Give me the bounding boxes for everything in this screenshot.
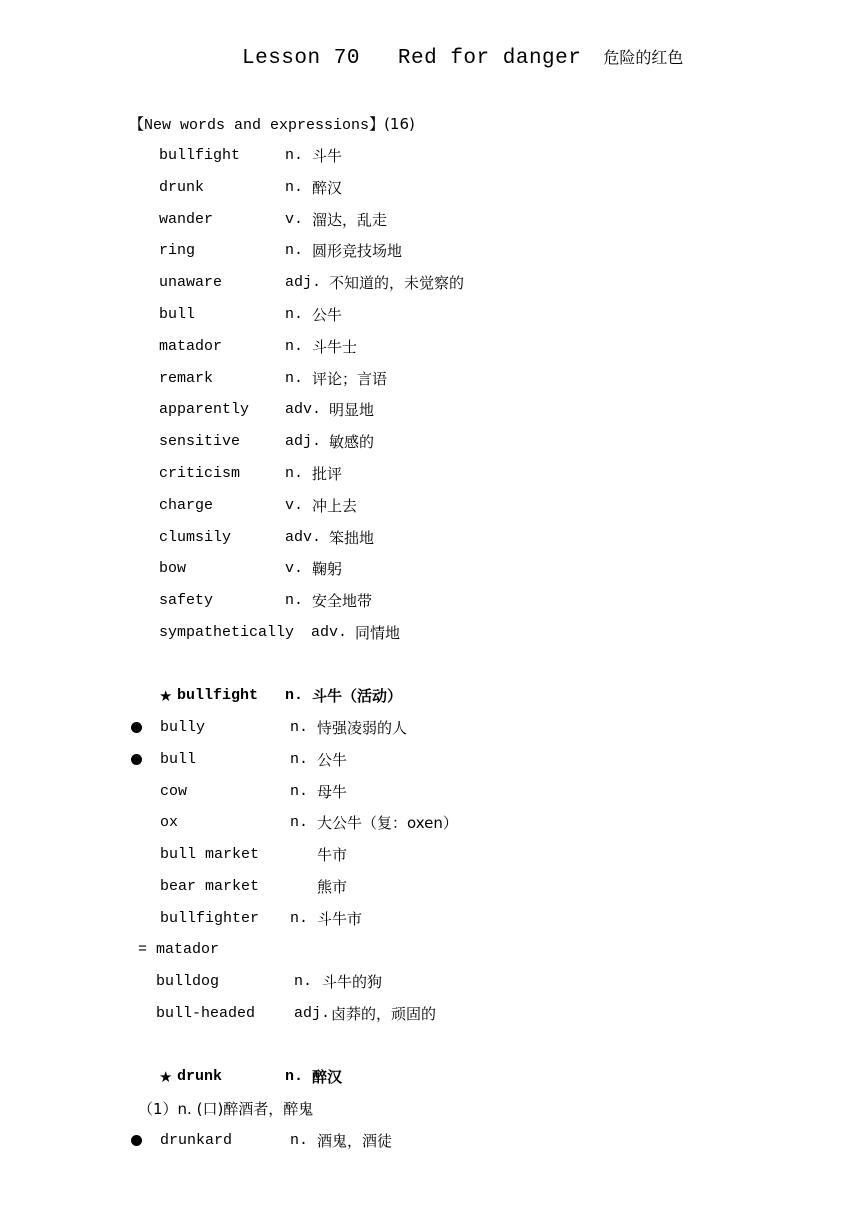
vocab-meaning: 冲上去 bbox=[312, 497, 358, 515]
drunk-related-pos: n. bbox=[290, 1132, 309, 1149]
bullfight-related-pos: n. bbox=[290, 814, 309, 831]
vocab-meaning: 评论；言语 bbox=[312, 370, 388, 388]
vocab-meaning: 公牛 bbox=[312, 306, 343, 324]
drunk-related-meaning: 酒鬼，酒徒 bbox=[317, 1132, 393, 1150]
bullfight-related-meaning: 牛市 bbox=[317, 846, 348, 864]
bullfight-related-pos: n. bbox=[290, 719, 309, 736]
drunk-heading-pos: n. bbox=[285, 1068, 304, 1085]
bullfight-related-meaning: 恃强凌弱的人 bbox=[317, 719, 408, 737]
vocab-word: remark bbox=[159, 370, 214, 387]
bullfight-related-2-word: bull-headed bbox=[156, 1005, 256, 1022]
star-icon: ★ bbox=[159, 1068, 173, 1086]
vocab-meaning: 敏感的 bbox=[329, 433, 375, 451]
vocab-meaning: 笨拙地 bbox=[329, 529, 375, 547]
bullfight-related-pos: n. bbox=[290, 910, 309, 927]
vocab-word: wander bbox=[159, 211, 214, 228]
bullfight-related-word: bull market bbox=[160, 846, 260, 863]
vocab-word: safety bbox=[159, 592, 214, 609]
bullfight-heading-pos: n. bbox=[285, 687, 304, 704]
drunk-heading-meaning: 醉汉 bbox=[312, 1068, 343, 1086]
vocab-meaning: 明显地 bbox=[329, 401, 375, 419]
vocab-pos: n. bbox=[285, 179, 304, 196]
new-words-heading bbox=[129, 113, 415, 134]
vocab-pos: v. bbox=[285, 560, 304, 577]
vocab-pos: n. bbox=[285, 592, 304, 609]
vocab-word: clumsily bbox=[159, 529, 232, 546]
bullfight-related-word: bear market bbox=[160, 878, 260, 895]
bracket-close: 】 bbox=[369, 115, 385, 133]
vocab-pos: adj. bbox=[285, 433, 322, 450]
new-words-count: (16) bbox=[384, 115, 415, 133]
vocab-word: bull bbox=[159, 306, 196, 323]
vocab-word: apparently bbox=[159, 401, 250, 418]
bullfight-related-meaning: 斗牛市 bbox=[317, 910, 363, 928]
bullet-icon bbox=[131, 722, 142, 733]
vocab-pos: n. bbox=[285, 147, 304, 164]
vocab-meaning: 鞠躬 bbox=[312, 560, 343, 578]
vocab-pos: n. bbox=[285, 242, 304, 259]
bullfight-related-word: bullfighter bbox=[160, 910, 260, 927]
vocab-meaning: 圆形竞技场地 bbox=[312, 242, 403, 260]
vocab-meaning: 溜达，乱走 bbox=[312, 211, 388, 229]
bullfight-related-meaning: 大公牛（复：oxen） bbox=[317, 814, 458, 832]
bullfight-related-2-word: bulldog bbox=[156, 973, 220, 990]
bracket-open: 【 bbox=[129, 115, 145, 133]
bullfight-related-meaning: 熊市 bbox=[317, 878, 348, 896]
vocab-meaning: 醉汉 bbox=[312, 179, 343, 197]
vocab-word: bullfight bbox=[159, 147, 241, 164]
vocab-word: sympathetically bbox=[159, 624, 295, 641]
bullet-icon bbox=[131, 1135, 142, 1146]
vocab-pos: n. bbox=[285, 306, 304, 323]
vocab-word: bow bbox=[159, 560, 187, 577]
drunk-heading-word: drunk bbox=[177, 1068, 223, 1085]
vocab-pos: v. bbox=[285, 211, 304, 228]
vocab-pos: adv. bbox=[311, 624, 348, 641]
vocab-pos: n. bbox=[285, 465, 304, 482]
vocab-pos: adj. bbox=[285, 274, 322, 291]
drunk-sense-1-text: （1）n. (口)醉酒者，醉鬼 bbox=[138, 1100, 314, 1118]
bullfight-related-word: bully bbox=[160, 719, 206, 736]
vocab-word: ring bbox=[159, 242, 196, 259]
equals-note-text: = matador bbox=[138, 941, 220, 958]
vocab-word: criticism bbox=[159, 465, 241, 482]
vocab-word: sensitive bbox=[159, 433, 241, 450]
bullfight-related-pos: n. bbox=[290, 783, 309, 800]
drunk-related-word: drunkard bbox=[160, 1132, 233, 1149]
vocab-word: charge bbox=[159, 497, 214, 514]
vocab-pos: n. bbox=[285, 370, 304, 387]
bullfight-related-meaning: 母牛 bbox=[317, 783, 348, 801]
lesson-title-english: Red for danger bbox=[397, 47, 582, 70]
vocab-meaning: 同情地 bbox=[355, 624, 401, 642]
vocab-meaning: 安全地带 bbox=[312, 592, 373, 610]
star-icon: ★ bbox=[159, 687, 173, 705]
bullet-icon bbox=[131, 754, 142, 765]
page-title bbox=[242, 44, 683, 70]
bullfight-related-word: ox bbox=[160, 814, 179, 831]
vocab-meaning: 斗牛 bbox=[312, 147, 343, 165]
bullfight-related-2-pos: n. bbox=[294, 973, 313, 990]
vocab-meaning: 不知道的，未觉察的 bbox=[329, 274, 465, 292]
bullfight-related-word: cow bbox=[160, 783, 188, 800]
vocab-pos: v. bbox=[285, 497, 304, 514]
vocab-meaning: 批评 bbox=[312, 465, 343, 483]
bullfight-heading-word: bullfight bbox=[177, 687, 259, 704]
lesson-title-chinese: 危险的红色 bbox=[603, 48, 684, 67]
bullfight-related-2-meaning: 斗牛的狗 bbox=[322, 973, 383, 991]
bullfight-related-word: bull bbox=[160, 751, 197, 768]
bullfight-related-pos: n. bbox=[290, 751, 309, 768]
bullfight-related-meaning: 公牛 bbox=[317, 751, 348, 769]
vocab-word: matador bbox=[159, 338, 223, 355]
vocab-word: drunk bbox=[159, 179, 205, 196]
vocab-meaning: 斗牛士 bbox=[312, 338, 358, 356]
bullfight-related-2-pos: adj. bbox=[294, 1005, 331, 1022]
vocab-pos: adv. bbox=[285, 529, 322, 546]
bullfight-related-2-meaning: 卤莽的，顽固的 bbox=[331, 1005, 437, 1023]
lesson-number: Lesson 70 bbox=[242, 47, 360, 70]
bullfight-heading-meaning: 斗牛（活动） bbox=[312, 687, 403, 705]
vocab-pos: adv. bbox=[285, 401, 322, 418]
vocab-pos: n. bbox=[285, 338, 304, 355]
new-words-heading-text: New words and expressions bbox=[144, 117, 370, 134]
vocab-word: unaware bbox=[159, 274, 223, 291]
